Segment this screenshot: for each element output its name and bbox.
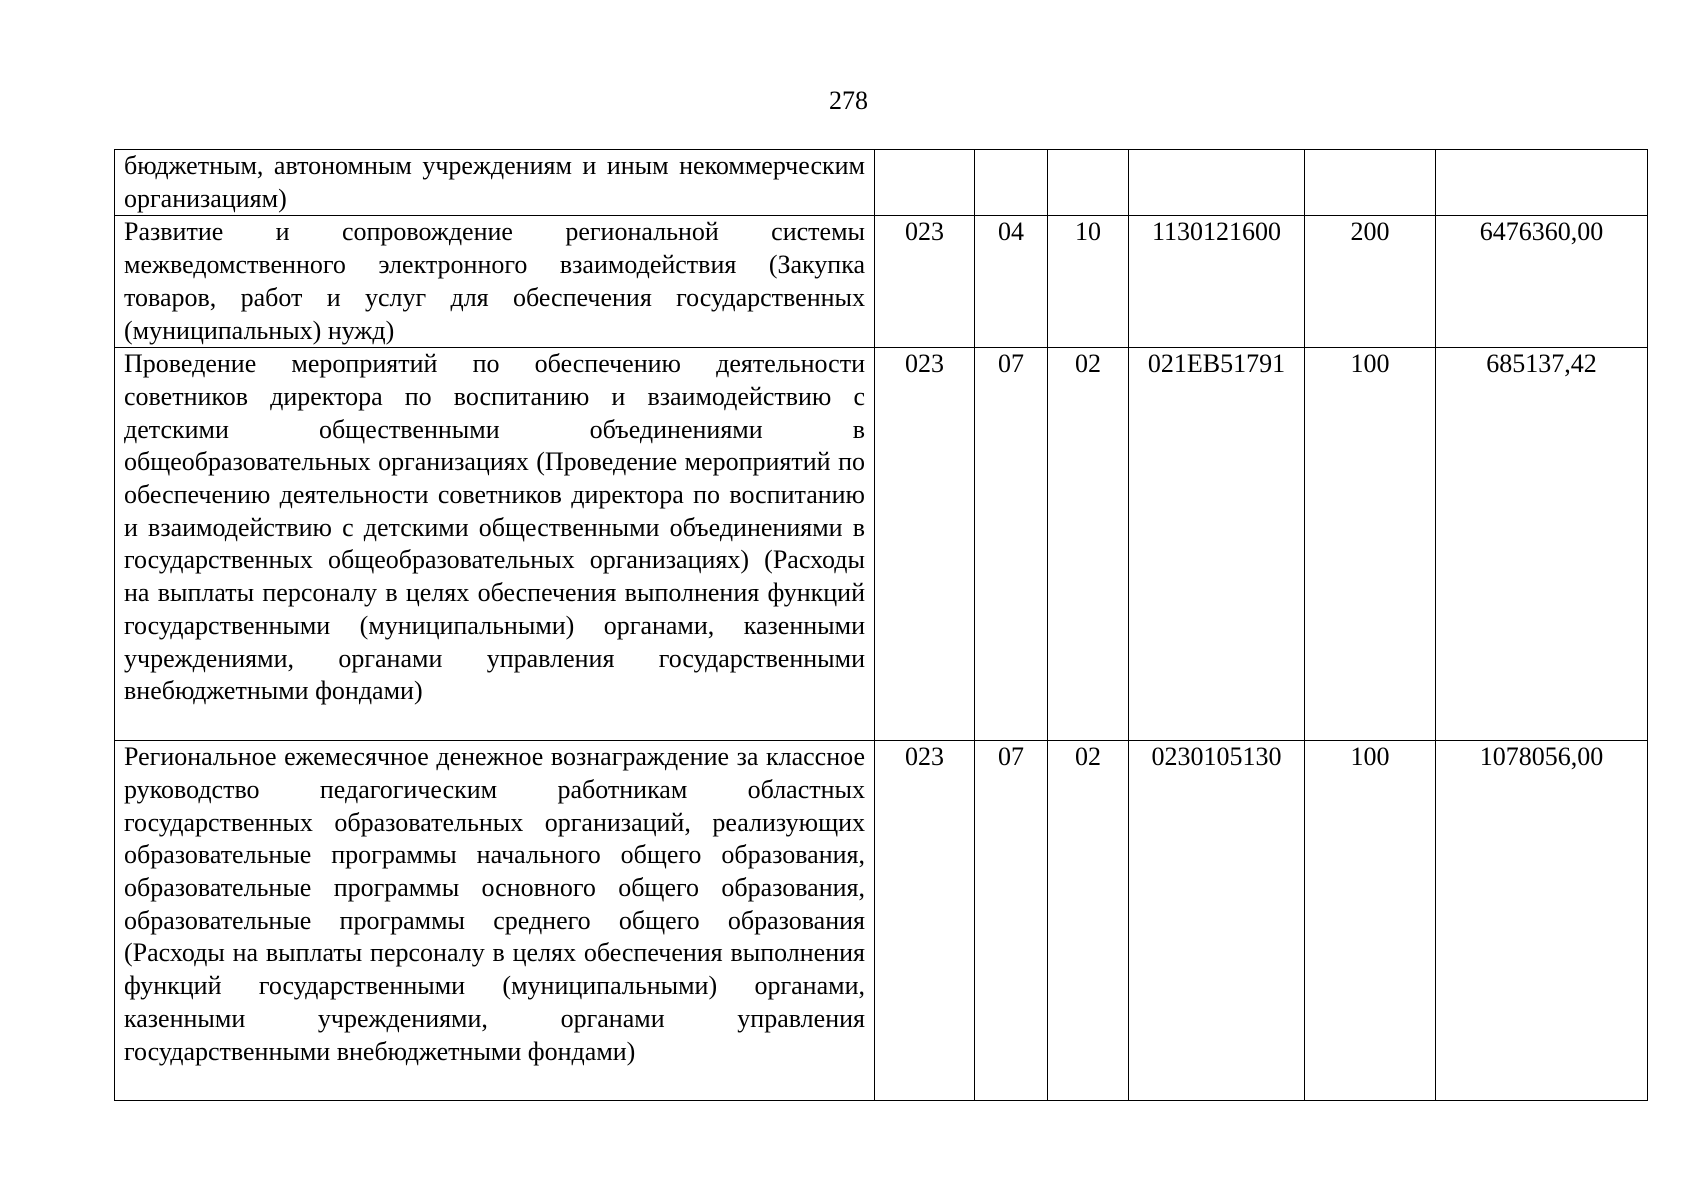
row-expense-type-code: 100: [1305, 741, 1436, 1101]
row-target-article-code: [1129, 150, 1305, 216]
row-sum: 6476360,00: [1436, 216, 1648, 348]
table-row: [115, 150, 1648, 216]
row-ved-code: 023: [875, 741, 975, 1101]
row-target-article-code: 0230105130: [1129, 741, 1305, 1101]
row-description: Развитие и сопровождение региональной системы межведомственного электронного взаимодействия (Закупка товаров, работ и услуг для обеспечения государственных (муниципальных) нужд): [115, 216, 875, 348]
row-expense-type-code: 100: [1305, 348, 1436, 741]
table-row: [115, 216, 1648, 348]
row-section-code: 07: [975, 348, 1048, 741]
row-subsection-code: [1048, 150, 1129, 216]
row-subsection-code: 10: [1048, 216, 1129, 348]
row-sum: 685137,42: [1436, 348, 1648, 741]
row-ved-code: 023: [875, 216, 975, 348]
row-description: Региональное ежемесячное денежное вознаграждение за классное руководство педагогическим работникам областных государственных образовательных организаций, реализующих образовательные программы начального общего образования, образовательные программы основного общего образования, образовательные программы среднего общего образования (Расходы на выплаты персоналу в целях обеспечения выполнения функций государственными (муниципальными) органами, казенными учреждениями, органами управления государственными внебюджетными фондами): [115, 741, 875, 1101]
row-expense-type-code: 200: [1305, 216, 1436, 348]
row-sum: [1436, 150, 1648, 216]
row-expense-type-code: [1305, 150, 1436, 216]
budget-table: [114, 149, 1648, 1101]
row-section-code: 07: [975, 741, 1048, 1101]
row-subsection-code: 02: [1048, 741, 1129, 1101]
row-subsection-code: 02: [1048, 348, 1129, 741]
row-description: бюджетным, автономным учреждениям и иным некоммерческим организациям): [115, 150, 875, 216]
page-number: 278: [829, 86, 868, 115]
row-ved-code: 023: [875, 348, 975, 741]
row-section-code: [975, 150, 1048, 216]
row-ved-code: [875, 150, 975, 216]
table-row: [115, 348, 1648, 741]
table-row: [115, 741, 1648, 1101]
row-sum: 1078056,00: [1436, 741, 1648, 1101]
row-section-code: 04: [975, 216, 1048, 348]
row-target-article-code: 021ЕВ51791: [1129, 348, 1305, 741]
row-description: Проведение мероприятий по обеспечению деятельности советников директора по воспитанию и взаимодействию с детскими общественными объединениями в общеобразовательных организациях (Проведение мероприятий по обеспечению деятельности советников директора по воспитанию и взаимодействию с детскими общественными объединениями в государственных общеобразовательных организациях) (Расходы на выплаты персоналу в целях обеспечения выполнения функций государственными (муниципальными) органами, казенными учреждениями, органами управления государственными внебюджетными фондами): [115, 348, 875, 741]
row-target-article-code: 1130121600: [1129, 216, 1305, 348]
